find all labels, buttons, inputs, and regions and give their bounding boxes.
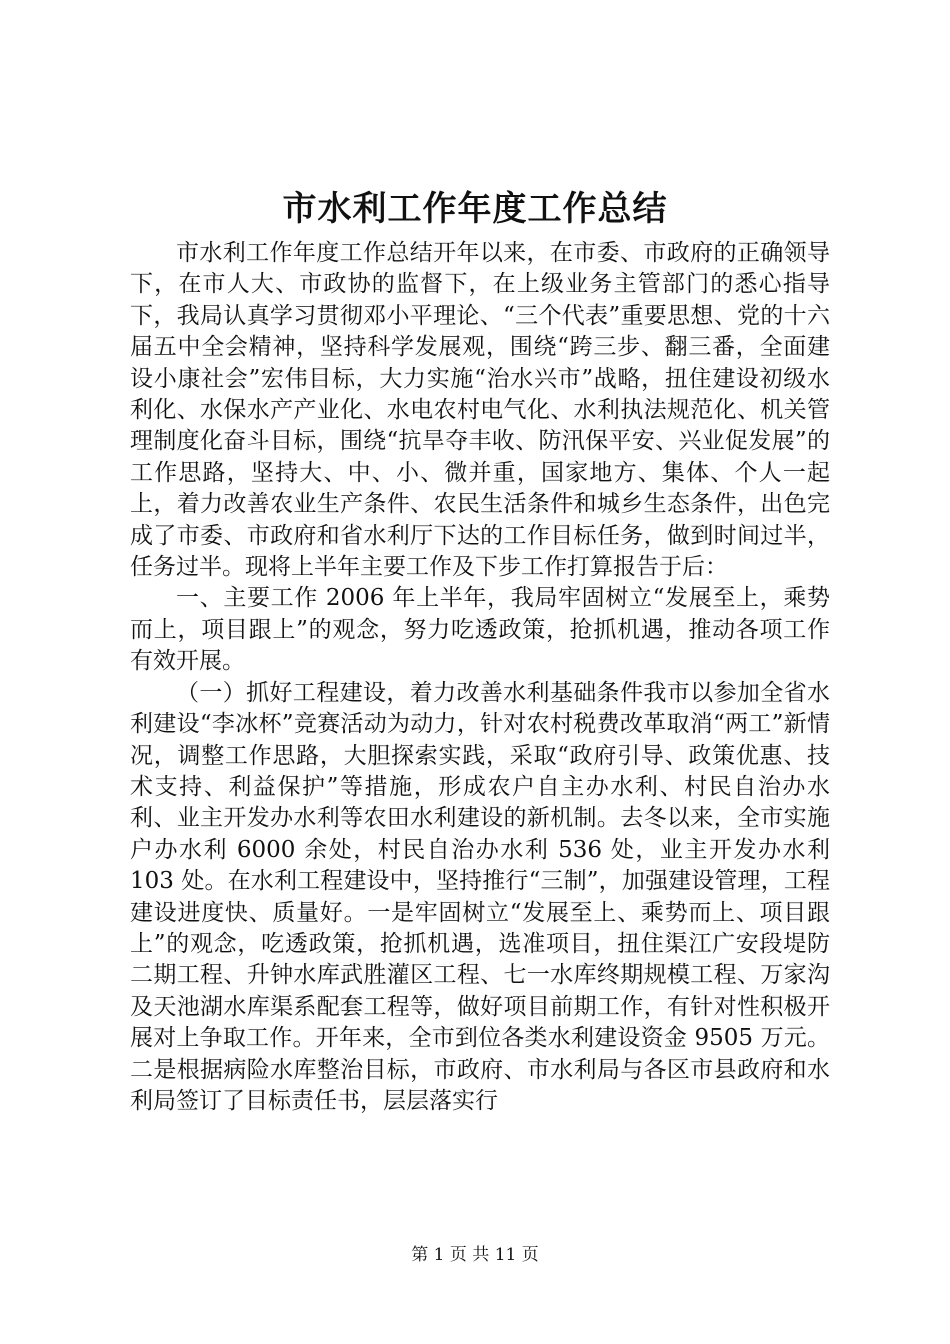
paragraph-intro: 市水利工作年度工作总结开年以来，在市委、市政府的正确领导下，在市人大、市政协的监督下，在上级业务主管部门的悉心指导下，我局认真学习贯彻邓小平理论、“三个代表”重要思想、党的十六届五中全会精神，坚持科学发展观，围绕“跨三步、翻三番，全面建设小康社会”宏伟目标，大力实施“治水兴市”战略，扭住建设初级水利化、水保水产产业化、水电农村电气化、水利执法规范化、机关管理制度化奋斗目标，围绕“抗旱夺丰收、防汛保平安、兴业促发展”的工作思路，坚持大、中、小、微并重，国家地方、集体、个人一起上，着力改善农业生产条件、农民生活条件和城乡生态条件，出色完成了市委、市政府和省水利厅下达的工作目标任务，做到时间过半，任务过半。现将上半年主要工作及下步工作打算报告于后：: [130, 240, 830, 581]
document-title: 市水利工作年度工作总结: [282, 189, 668, 229]
paragraph-main-work: 一、主要工作 2006 年上半年，我局牢固树立“发展至上，乘势而上，项目跟上”的观念，努力吃透政策，抢抓机遇，推动各项工作有效开展。: [130, 585, 830, 675]
document-body: [130, 238, 830, 1117]
page-number-footer: 第 1 页 共 11 页: [411, 1245, 539, 1265]
paragraph-engineering: （一）抓好工程建设，着力改善水利基础条件我市以参加全省水利建设“李冰杯”竞赛活动为动力，针对农村税费改革取消“两工”新情况，调整工作思路，大胆探索实践，采取“政府引导、政策优惠、技术支持、利益保护”等措施，形成农户自主办水利、村民自治办水利、业主开发办水利等农田水利建设的新机制。去冬以来，全市实施户办水利 6000 余处，村民自治办水利 536 处，业主开发办水利 103 处。在水利工程建设中，坚持推行“三制”，加强建设管理，工程建设进度快、质量好。一是牢固树立“发展至上、乘势而上、项目跟上”的观念，吃透政策，抢抓机遇，选准项目，扭住渠江广安段堤防二期工程、升钟水库武胜灌区工程、七一水库终期规模工程、万家沟及天池湖水库渠系配套工程等，做好项目前期工作，有针对性积极开展对上争取工作。开年来，全市到位各类水利建设资金 9505 万元。二是根据病险水库整治目标，市政府、市水利局与各区市县政府和水利局签订了目标责任书，层层落实行: [130, 679, 830, 1114]
